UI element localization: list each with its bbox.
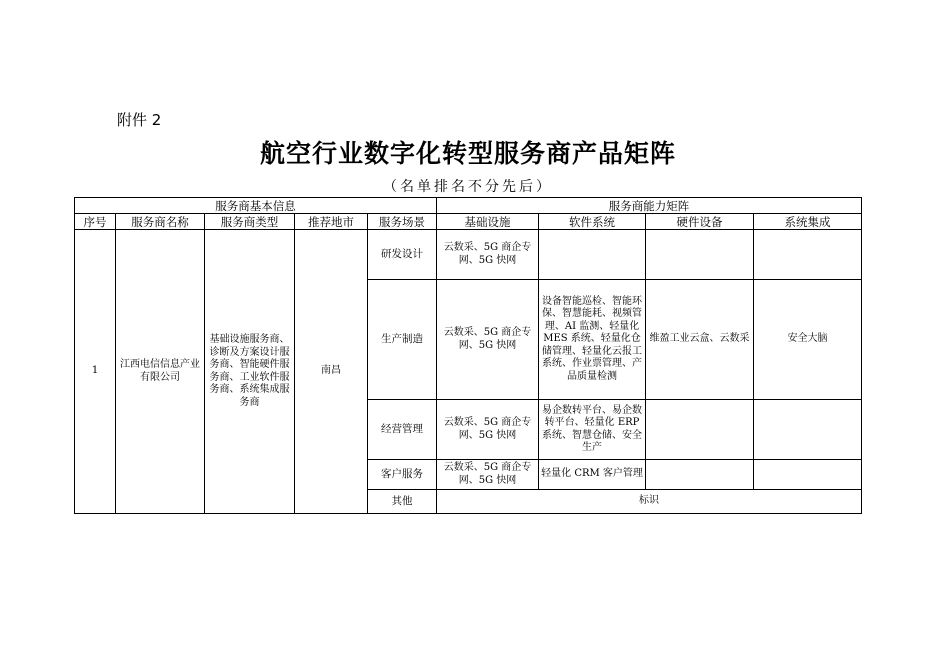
scene-cell: 经营管理 [368, 400, 437, 460]
table-row [75, 230, 862, 280]
group-header-basic-info: 服务商基本信息 [75, 198, 437, 214]
column-header: 服务商类型 [205, 214, 295, 230]
software-cell [539, 230, 646, 280]
column-header-row [75, 214, 862, 230]
provider-index-cell: 1 [75, 230, 116, 514]
infrastructure-cell: 云数采、5G 商企专网、5G 快网 [437, 460, 539, 490]
column-header: 序号 [75, 214, 116, 230]
column-header: 硬件设备 [646, 214, 754, 230]
column-header: 基础设施 [437, 214, 539, 230]
provider-city-cell: 南昌 [295, 230, 368, 514]
provider-type-cell: 基础设施服务商、诊断及方案设计服务商、智能硬件服务商、工业软件服务商、系统集成服务商 [205, 230, 295, 514]
group-header-capability-matrix: 服务商能力矩阵 [437, 198, 862, 214]
infrastructure-cell: 云数采、5G 商企专网、5G 快网 [437, 400, 539, 460]
provider-name-cell: 江西电信信息产业有限公司 [116, 230, 205, 514]
column-header: 系统集成 [754, 214, 862, 230]
document-title: 航空行业数字化转型服务商产品矩阵 [259, 139, 676, 168]
infrastructure-cell: 云数采、5G 商企专网、5G 快网 [437, 280, 539, 400]
hardware-cell [646, 460, 754, 490]
column-header: 服务场景 [368, 214, 437, 230]
group-header-row [75, 198, 862, 214]
product-matrix-table [74, 197, 862, 514]
integration-cell [754, 230, 862, 280]
software-cell: 易企数转平台、易企数转平台、轻量化 ERP 系统、智慧仓储、安全生产 [539, 400, 646, 460]
attachment-label: 附件 2 [117, 111, 162, 129]
column-header: 推荐地市 [295, 214, 368, 230]
hardware-cell: 维盈工业云盒、云数采 [646, 280, 754, 400]
scene-cell: 研发设计 [368, 230, 437, 280]
merged-capability-cell: 标识 [437, 490, 862, 514]
integration-cell: 安全大脑 [754, 280, 862, 400]
hardware-cell [646, 230, 754, 280]
hardware-cell [646, 400, 754, 460]
scene-cell: 其他 [368, 490, 437, 514]
infrastructure-cell: 云数采、5G 商企专网、5G 快网 [437, 230, 539, 280]
scene-cell: 客户服务 [368, 460, 437, 490]
integration-cell [754, 400, 862, 460]
integration-cell [754, 460, 862, 490]
software-cell: 轻量化 CRM 客户管理 [539, 460, 646, 490]
document-subtitle: （名单排名不分先后） [383, 179, 553, 195]
software-cell: 设备智能巡检、智能环保、智慧能耗、视频管理、AI 监测、轻量化 MES 系统、轻量化仓储管理、轻量化云报工系统、作业票管理、产品质量检测 [539, 280, 646, 400]
column-header: 服务商名称 [116, 214, 205, 230]
column-header: 软件系统 [539, 214, 646, 230]
scene-cell: 生产制造 [368, 280, 437, 400]
